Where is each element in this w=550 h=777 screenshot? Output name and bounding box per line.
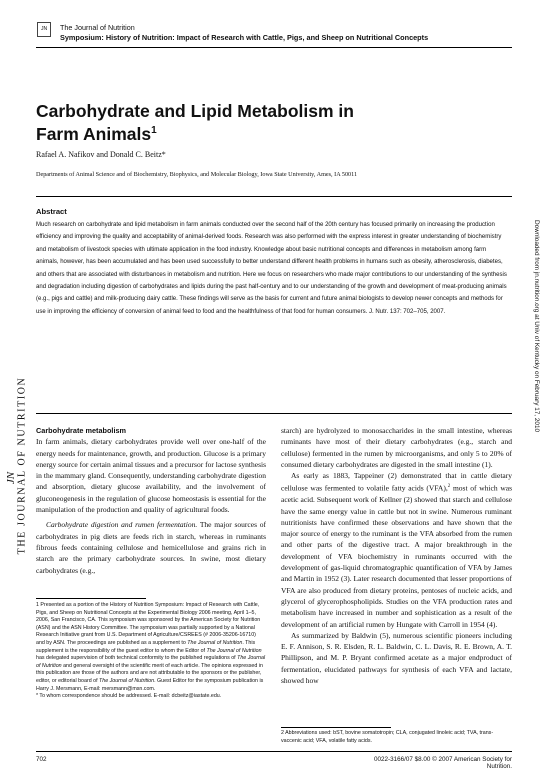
jn-mark: JN xyxy=(5,471,18,485)
article-title: Carbohydrate and Lipid Metabolism in Farm Animals$^1$ xyxy=(36,101,354,144)
journal-name: The Journal of Nutrition xyxy=(60,23,135,32)
authors: Rafael A. Nafikov and Donald C. Beitz* xyxy=(36,150,166,159)
paragraph: As summarized by Baldwin (5), numerous scientific pioneers including E. F. Annison, S. R. Elsden, R. L. Baldwin, C. L. Davis, R. E. Brown, A. T. Phillipson, and M. P. Bryant confirmed acetate as a major endproduct of fermentation, elucidated pathways for synthesis of each VFA and lactate, showed how xyxy=(281,630,512,686)
symposium-title: Symposium: History of Nutrition: Impact of Research with Cattle, Pigs, and Sheep on Nutritional Concepts xyxy=(60,33,429,42)
page-number: 702 xyxy=(36,756,47,763)
abstract-citation: J. Nutr. 137: 702–705, 2007. xyxy=(369,308,446,315)
abstract-top-rule xyxy=(36,196,512,197)
footnote-1: 1 Presented as a portion of the History of Nutrition Symposium: Impact of Research with Cattle, Pigs, and Sheep on Nutritional Concepts at the Experimental Biology 2006 meeting, April 1–5, 2006, San Francisco, CA. This symposium was sponsored by the American Society for Nutrition (ASN) and the ASN History Committee. The symposium was partially supported by a National Research Initiative grant from U.S. Department of Agriculture/CSREES (# 2006-35206-16710) and by ASN. The proceedings are published as a supplement to The Journal of Nutrition. This supplement is the responsibility of the guest editor to whom the Editor of The Journal of Nutrition has delegated supervision of both technical conformity to the published regulations of The Journal of Nutrition and general oversight of the scientific merit of each article. The opinions expressed in this publication are those of the authors and are not attributable to the sponsors or the publisher, editor, or editorial board of The Journal of Nutrition. Guest Editor for the symposium publication is Harry J. Mersmann, E-mail: mersmann@msn.com. * To whom correspondence should be addressed. E-mail: dcbeitz@iastate.edu. xyxy=(36,602,266,700)
subsection-heading: Carbohydrate digestion and rumen fermentation. xyxy=(46,520,198,530)
journal-vertical-title: THE JOURNAL OF NUTRITION xyxy=(16,376,28,555)
footnote-2: 2 Abbreviations used: bST, bovine somatotropin; CLA, conjugated linoleic acid; TVA, trans-vaccenic acid; VFA, volatile fatty acids. xyxy=(281,730,494,744)
abstract-bottom-rule xyxy=(36,413,512,414)
paragraph: starch) are hydrolyzed to monosaccharides in the small intestine, whereas ruminants have most of their dietary carbohydrates (e.g., starch and cellulose) fermented in the rumen by microorganisms, and only 5 to 20% of consumed dietary carbohydrates are digested in the small intestine (1). xyxy=(281,426,512,469)
paragraph: As early as 1883, Tappeiner (2) demonstrated that in cattle dietary cellulose was fermented to volatile fatty acids (VFA),$^2$ most of which was acetic acid. Subsequent work of Kellner (2) showed that starch and cellulose have the same energy value in cattle but not in swine. Numerous ruminant nutritionists have confirmed these observations and have shown that the major source of energy to the ruminant is the VFA absorbed from the rumen and other parts of the digestive tract. A major breakthrough in the development of VFA biochemistry in ruminants occurred with the development of gas-liquid chromatographic quantification of VFA by James and Martin in 1952 (3). Later research documented that lesser proportions of VFA are also produced from dietary proteins, pentoses of nucleic acids, and glycerol of glycerophospholipids. Studies on the VFA production rates and metabolism have increased in number and sophistication as a result of the development of an artificial rumen by Hungate with Carroll in 1954 (4). xyxy=(281,471,512,629)
download-stamp: Downloaded from jn.nutrition.org at Univ of Kentucky on February 17, 2010 xyxy=(533,220,540,433)
header-rule xyxy=(36,47,512,48)
body-column-right xyxy=(281,425,512,686)
abstract-heading: Abstract xyxy=(36,207,67,216)
paragraph: In farm animals, dietary carbohydrates provide well over one-half of the energy needs for maintenance, growth, and production. Glucose is a primary energy source for certain animal tissues and a precursor for lactose synthesis in the mammary gland. Consequently, understanding carbohydrate digestion and absorption, dietary glucose availability, and the involvement of gluconeogenesis in the regulation of glucose homeostasis is essential for the manipulation of the production and quality of agricultural foods. xyxy=(36,437,266,515)
paragraph: Carbohydrate digestion and rumen fermentation. The major sources of carbohydrates in pig diets are feeds rich in starch, whereas in ruminants fibrous feeds containing cellulose and hemicellulose and grains rich in starch are the primary carbohydrate sources. In swine, most dietary carbohydrates (e.g., xyxy=(36,520,266,575)
affiliation: Departments of Animal Science and of Biochemistry, Biophysics, and Molecular Biology, Iowa State University, Ames, IA 50011 xyxy=(36,171,358,178)
section-heading: Carbohydrate metabolism xyxy=(36,426,127,435)
journal-sidebar xyxy=(4,320,26,620)
journal-logo: JN xyxy=(37,22,51,37)
footnote-rule-2 xyxy=(281,727,391,728)
footer-rule xyxy=(36,751,512,752)
footnote-rule xyxy=(36,598,146,599)
abstract-body: Much research on carbohydrate and lipid metabolism in farm animals conducted over the second half of the 20th century has focused primarily on increasing the production efficiency and improving the quality and acceptability of animal-derived foods. Research was also performed with the express interest in greater understanding of biochemistry and metabolism of livestock species with ultimate application in the food industry. Knowledge about basic nutritional concepts and differences in metabolism among farm animals, however, has been accumulated and has been used successfully to better understand different health problems in humans such as obesity, atherosclerosis, diabetes, and others that are associated with disturbances in metabolism and nutrition. Here we focus on researchers who made major contributions to our understanding of the synthesis and degradation including digestion of carbohydrates and lipids during the past half-century and to our understanding of the growth and development of meat-producing animals (e.g., pigs and cattle) and milk-producing dairy cattle. These findings will serve as the basis for current and future animal biologists to develop newer concepts and methods for use in improving the efficiency of conversion of animal feed to food and the healthfulness of that food for human consumers. J. Nutr. 137: 702–705, 2007. xyxy=(36,222,507,315)
issn-copyright: 0022-3166/07 $8.00 © 2007 American Society for Nutrition. xyxy=(373,756,512,770)
correspondence-footnote: * To whom correspondence should be addressed. E-mail: dcbeitz@iastate.edu. xyxy=(36,693,222,700)
body-column-left xyxy=(36,425,266,576)
